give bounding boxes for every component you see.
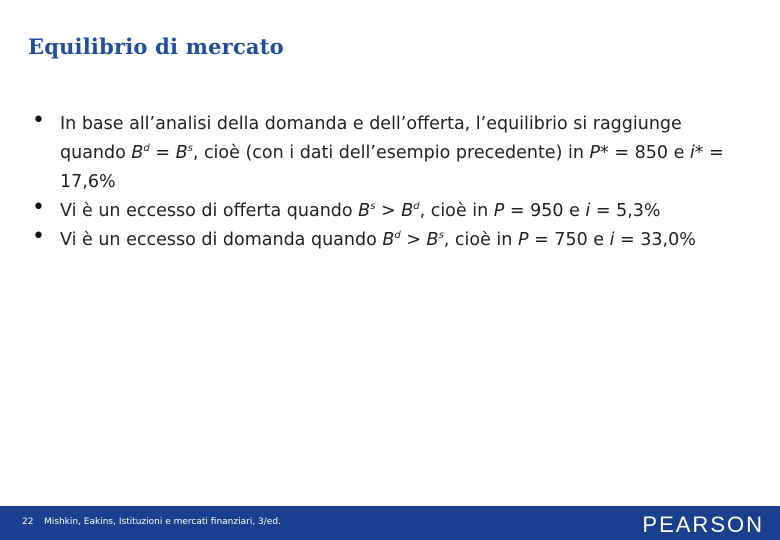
text-run: =: [149, 143, 176, 163]
variable-b: B: [175, 143, 188, 163]
bullet-list: [30, 110, 750, 255]
text-run: , cioè in: [443, 230, 518, 250]
bullet-dot-icon: •: [32, 108, 45, 133]
text-run: = 5,3%: [590, 201, 661, 221]
slide-title: Equilibrio di mercato: [28, 34, 284, 59]
superscript: d: [143, 143, 150, 155]
variable-i: i: [609, 230, 615, 250]
text-run: , cioè in: [419, 201, 494, 221]
variable-b: B: [382, 230, 395, 250]
text-run: In base all’analisi della domanda e dell’offerta, l’equilibrio si raggiunge quando: [60, 114, 682, 163]
variable-b: B: [131, 143, 144, 163]
text-run: = 950 e: [504, 201, 586, 221]
superscript: s: [438, 230, 444, 242]
variable-i: i*: [689, 143, 704, 163]
variable-b: B: [401, 201, 414, 221]
text-run: = 17,6%: [60, 143, 724, 192]
text-run: Vi è un eccesso di domanda quando: [60, 230, 383, 250]
text-run: = 750 e: [528, 230, 610, 250]
superscript: d: [413, 201, 420, 213]
text-run: = 850 e: [608, 143, 690, 163]
text-run: >: [375, 201, 402, 221]
pearson-logo: PEARSON: [642, 512, 764, 537]
superscript: s: [187, 143, 193, 155]
footer-citation: Mishkin, Eakins, Istituzioni e mercati finanziari, 3/ed.: [44, 517, 281, 527]
variable-p: P: [493, 201, 505, 221]
superscript: s: [370, 201, 376, 213]
bullet-dot-icon: •: [32, 195, 45, 220]
superscript: d: [394, 230, 401, 242]
text-run: = 33,0%: [614, 230, 696, 250]
variable-p: P: [517, 230, 529, 250]
text-run: Vi è un eccesso di offerta quando: [60, 201, 359, 221]
variable-b: B: [358, 201, 371, 221]
variable-i: i: [585, 201, 591, 221]
page-number: 22: [22, 517, 34, 527]
bullet-item: [30, 197, 750, 226]
bullet-dot-icon: •: [32, 224, 45, 249]
bullet-item: [30, 226, 750, 255]
bullet-item: [30, 110, 750, 197]
text-run: , cioè (con i dati dell’esempio precedente) in: [192, 143, 590, 163]
footer-bar: [0, 506, 780, 540]
text-run: >: [400, 230, 427, 250]
variable-p: P*: [589, 143, 609, 163]
variable-b: B: [426, 230, 439, 250]
